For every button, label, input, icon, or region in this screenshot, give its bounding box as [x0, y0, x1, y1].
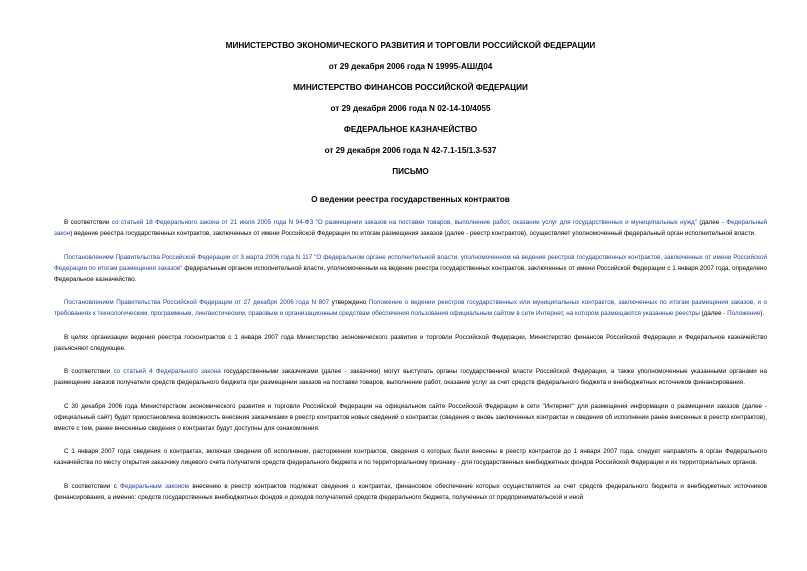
document-body	[54, 217, 767, 503]
document-title: О ведении реестра государственных контрактов	[311, 195, 510, 204]
paragraph-8	[54, 481, 767, 503]
paragraph-text: (далее -	[699, 310, 728, 317]
resolution-117-link[interactable]: Постановлением Правительства Российской Федерации от 3 марта 2006 года N 117 "О федеральном органе исполнительной власти, уполномоченном на ведение реестров государственных контрактов, заключенных от имени Российской Федерации по итогам размещения заказов"	[54, 253, 767, 272]
paragraph-text: ).	[760, 310, 765, 317]
treasury-date: от 29 декабря 2006 года N 42-7.1-15/1.3-537	[324, 146, 497, 155]
paragraph-5	[54, 366, 767, 388]
paragraph-text: В соответствии с	[64, 482, 121, 490]
ministry-economy-heading: МИНИСТЕРСТВО ЭКОНОМИЧЕСКОГО РАЗВИТИЯ И ТОРГОВЛИ РОССИЙСКОЙ ФЕДЕРАЦИИ	[225, 41, 596, 50]
paragraph-text: В соответствии	[64, 219, 112, 226]
paragraph-text: федеральным органом исполнительной власти, уполномоченным на ведение реестра государственных контрактов, заключенных от имени Российской Федерации с 1 января 2007 года, определено Федеральное казначейство.	[54, 264, 767, 283]
paragraph-text: (далее -	[696, 219, 727, 226]
paragraph-text: В соответствии	[64, 368, 114, 375]
regulation-short-link[interactable]: Положение	[727, 310, 761, 317]
ministry-finance-heading: МИНИСТЕРСТВО ФИНАНСОВ РОССИЙСКОЙ ФЕДЕРАЦИИ	[293, 83, 528, 92]
paragraph-text: С 1 января 2007 года сведения о контрактах, включая сведения об исполнении, расторжении контрактов, сведения о которых были внесены в реестр контрактов до 1 января 2007 года, следует направлять в орган Федерального казначейства по месту открытия заказчику лицевого счета получателя средств федерального бюджета и по территориальному признаку - для государственных внебюджетных фондов Российской Федерации и их территориальных органов.	[54, 448, 767, 466]
ministry-finance-date: от 29 декабря 2006 года N 02-14-10/4055	[330, 104, 491, 113]
paragraph-text: государственными заказчиками (далее - заказчики) могут выступать органы государственной власти Российской Федерации, а также уполномоченные указанными органами на размещение заказов получатели средств федерального бюджета при размещении заказов на поставки товаров, выполнение работ, оказание услуг за счет средств федерального бюджета и внебюджетных источников финансирования.	[54, 368, 767, 386]
federal-law-link[interactable]: Федеральный закон	[54, 219, 767, 237]
paragraph-7	[54, 446, 767, 468]
paragraph-4	[54, 332, 767, 354]
paragraph-2	[54, 252, 767, 285]
paragraph-text: утверждено	[329, 299, 369, 306]
paragraph-text: С 30 декабря 2006 года Министерством экономического развития и торговли Российской Федерации на официальном сайте Российской Федерации в сети "Интернет" для размещения информации о размещении заказов (далее - официальный сайт) будет приостановлена возможность внесения заказчиками в реестр контрактов новых сведений о контрактах (сведения о вновь заключенных контрактах и сведения об исполнении ранее внесенных в реестр контрактов), вместе с тем, ранее внесенные сведения о контрактах будут доступны для ознакомления.	[54, 402, 767, 432]
document-type: ПИСЬМО	[392, 167, 429, 176]
treasury-heading: ФЕДЕРАЛЬНОЕ КАЗНАЧЕЙСТВО	[343, 125, 478, 134]
paragraph-3	[54, 297, 767, 319]
law-article-4-link[interactable]: со статьей 4 Федерального закона	[113, 368, 221, 375]
federal-law-link[interactable]: Федеральным законом	[120, 482, 190, 490]
paragraph-text: В целях организации ведения реестра госконтрактов с 1 января 2007 года Министерство экономического развития и торговли Российской Федерации, Министерство финансов Российской Федерации и Федеральное казначейство разъясняют следующее.	[54, 333, 767, 352]
paragraph-6	[54, 401, 767, 434]
law-94fz-article-18-link[interactable]: со статьей 18 Федерального закона от 21 июля 2005 года N 94-ФЗ "О размещении заказов на поставки товаров, выполнение работ, оказание услуг для государственных и муниципальных нужд"	[111, 219, 697, 226]
ministry-economy-date: от 29 декабря 2006 года N 19995-АШ/Д04	[328, 62, 493, 71]
paragraph-text: ) ведение реестра государственных контрактов, заключенных от имени Российской Федерации по итогам размещения заказов (далее - реестр контрактов), осуществляет уполномоченный федеральный орган исполнительной власти.	[70, 230, 756, 237]
paragraph-1	[54, 217, 767, 239]
paragraph-text: внесению в реестр контрактов подлежат сведения о контрактах, финансовое обеспечение которых осуществляется за счет средств федерального бюджета и внебюджетных источников финансирования, а именно: средств государственных внебюджетных фондов и доходов получателей средств федерального бюджета, полученных от предпринимательской и иной	[54, 482, 767, 501]
regulation-link[interactable]: Положение о ведении реестров государственных или муниципальных контрактов, заключенных по итогам размещения заказов, и о требованиях к технологическим, программным, лингвистическим, правовым и организационным средствам обеспечения пользования официальным сайтом в сети Интернет, на котором размещаются указанные реестры	[54, 299, 767, 317]
resolution-807-link[interactable]: Постановлением Правительства Российской Федерации от 27 декабря 2006 года N 807	[64, 299, 330, 306]
